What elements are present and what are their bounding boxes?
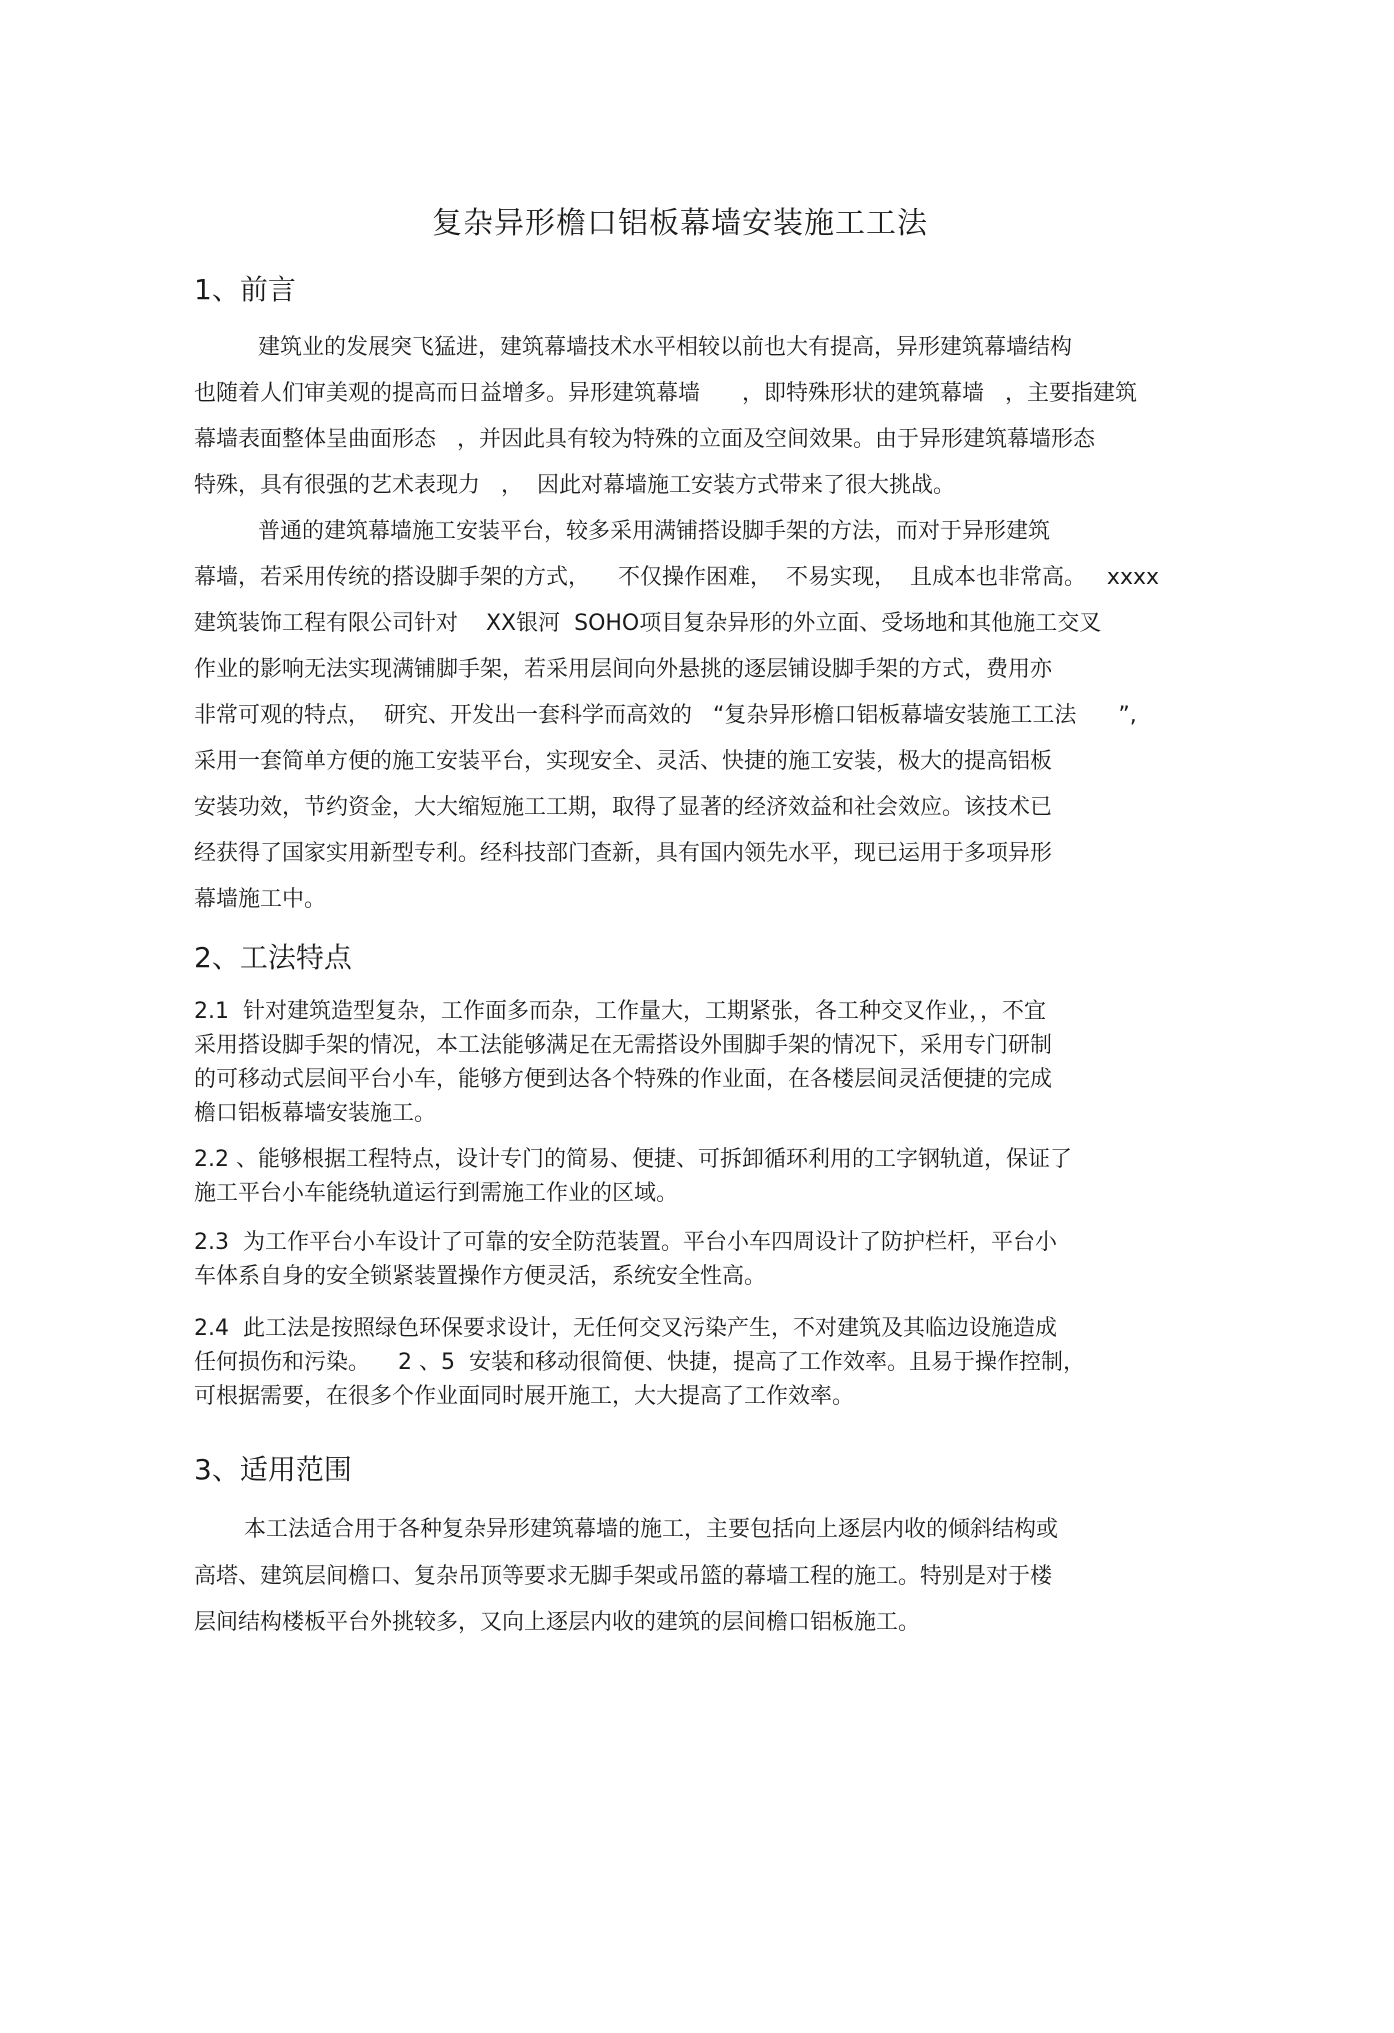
paragraph-line: 檐口铝板幕墙安装施工。	[194, 1101, 437, 1126]
section-heading-features: 2、工法特点	[194, 941, 352, 974]
paragraph-line: 采用一套简单方便的施工安装平台，实现安全、灵活、快捷的施工安装，极大的提高铝板	[194, 749, 1053, 774]
paragraph-line: 作业的影响无法实现满铺脚手架，若采用层间向外悬挑的逐层铺设脚手架的方式，费用亦	[194, 657, 1053, 682]
paragraph-line: 2.1 针对建筑造型复杂，工作面多而杂，工作量大，工期紧张，各工种交叉作业，，不宜	[194, 999, 1046, 1024]
document-title: 复杂异形檐口铝板幕墙安装施工工法	[432, 206, 928, 241]
paragraph-line: 建筑装饰工程有限公司针对 XX银河 SOHO项目复杂异形的外立面、受场地和其他施工交叉	[194, 611, 1102, 636]
paragraph-line: 安装功效，节约资金，大大缩短施工工期，取得了显著的经济效益和社会效应。该技术已	[194, 795, 1053, 820]
paragraph-line: 任何损伤和污染。 2 、5 安装和移动很简便、快捷，提高了工作效率。且易于操作控制，	[194, 1350, 1085, 1375]
paragraph-line: 2.3 为工作平台小车设计了可靠的安全防范装置。平台小车四周设计了防护栏杆，平台小	[194, 1230, 1057, 1255]
paragraph-line: 高塔、建筑层间檐口、复杂吊顶等要求无脚手架或吊篮的幕墙工程的施工。特别是对于楼	[194, 1564, 1053, 1589]
paragraph-line: 经获得了国家实用新型专利。经科技部门查新，具有国内领先水平，现已运用于多项异形	[194, 841, 1053, 866]
section-heading-scope: 3、适用范围	[194, 1453, 352, 1486]
paragraph-line: 2.4 此工法是按照绿色环保要求设计，无任何交叉污染产生，不对建筑及其临边设施造成	[194, 1316, 1057, 1341]
paragraph-line: 非常可观的特点， 研究、开发出一套科学而高效的 “复杂异形檐口铝板幕墙安装施工工法 ”,	[194, 703, 1137, 728]
paragraph-line: 幕墙施工中。	[194, 887, 327, 912]
paragraph-line: 车体系自身的安全锁紧装置操作方便灵活，系统安全性高。	[194, 1264, 767, 1289]
paragraph-line: 也随着人们审美观的提高而日益增多。异形建筑幕墙 ，即特殊形状的建筑幕墙 ，主要指建筑	[194, 381, 1137, 406]
paragraph-line: 幕墙，若采用传统的搭设脚手架的方式， 不仅操作困难， 不易实现， 且成本也非常高。 xxxx	[194, 565, 1160, 590]
paragraph-line: 层间结构楼板平台外挑较多，又向上逐层内收的建筑的层间檐口铝板施工。	[194, 1610, 921, 1635]
paragraph-line: 幕墙表面整体呈曲面形态 ，并因此具有较为特殊的立面及空间效果。由于异形建筑幕墙形态	[194, 427, 1095, 452]
paragraph-line: 2.2 、能够根据工程特点，设计专门的简易、便捷、可拆卸循环利用的工字钢轨道，保证了	[194, 1147, 1072, 1172]
section-heading-preface: 1、前言	[194, 273, 296, 306]
paragraph-line: 采用搭设脚手架的情况，本工法能够满足在无需搭设外围脚手架的情况下，采用专门研制	[194, 1033, 1053, 1058]
paragraph-line: 可根据需要，在很多个作业面同时展开施工，大大提高了工作效率。	[194, 1384, 855, 1409]
paragraph-line: 本工法适合用于各种复杂异形建筑幕墙的施工，主要包括向上逐层内收的倾斜结构或	[244, 1517, 1059, 1542]
paragraph-line: 的可移动式层间平台小车，能够方便到达各个特殊的作业面，在各楼层间灵活便捷的完成	[194, 1067, 1053, 1092]
paragraph-line: 建筑业的发展突飞猛进，建筑幕墙技术水平相较以前也大有提高，异形建筑幕墙结构	[258, 335, 1073, 360]
paragraph-line: 施工平台小车能绕轨道运行到需施工作业的区域。	[194, 1181, 679, 1206]
paragraph-line: 特殊，具有很强的艺术表现力 ， 因此对幕墙施工安装方式带来了很大挑战。	[194, 473, 955, 498]
paragraph-line: 普通的建筑幕墙施工安装平台，较多采用满铺搭设脚手架的方法，而对于异形建筑	[258, 519, 1051, 544]
